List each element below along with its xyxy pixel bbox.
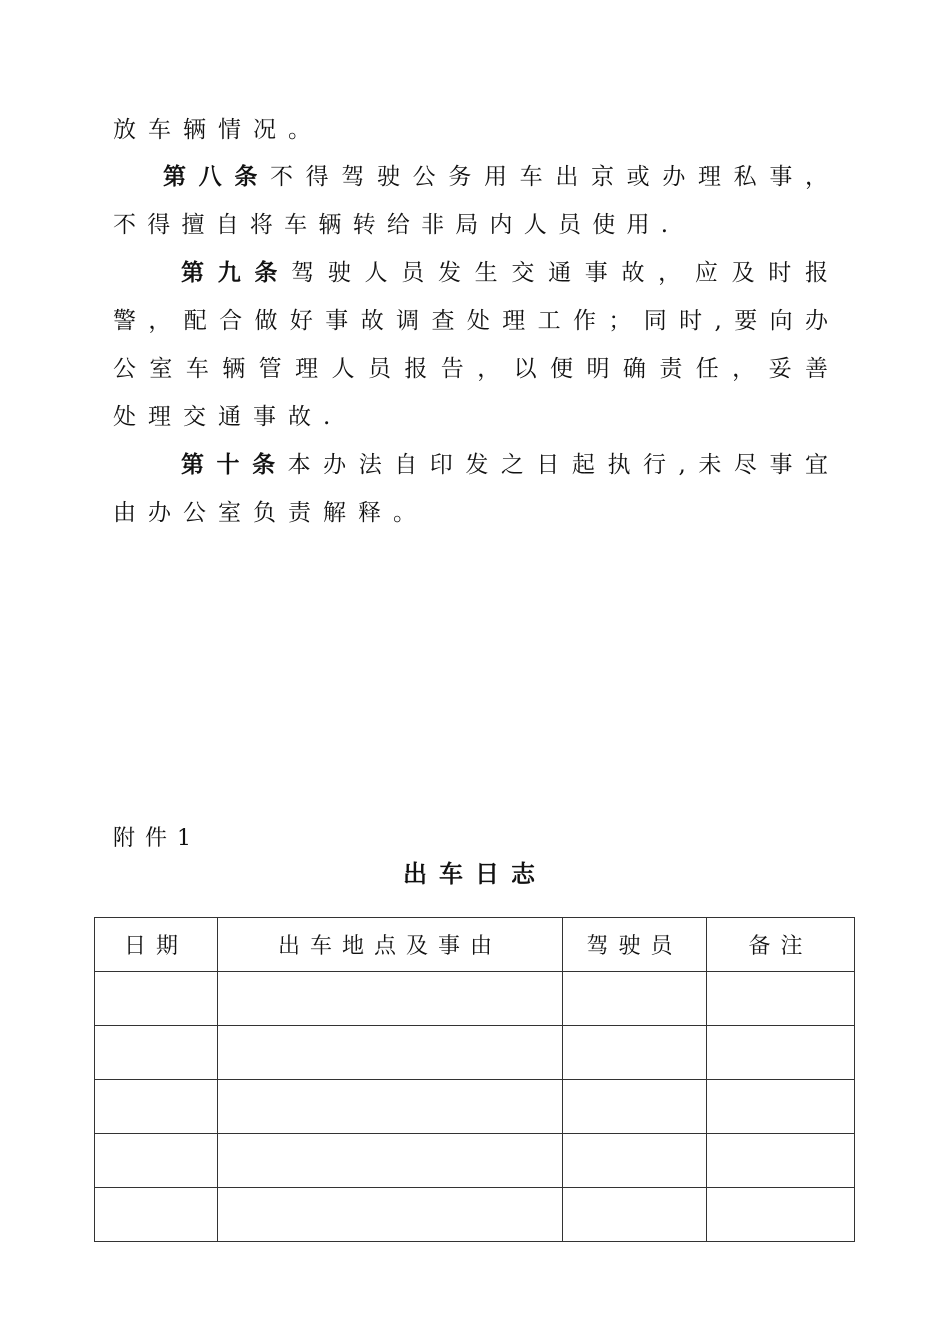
table-row — [95, 1080, 855, 1134]
article-9-line-3: 公室车辆管理人员报告，以便明确责任，妥善 — [113, 356, 828, 382]
table-cell — [218, 972, 563, 1026]
article-10-text: 本办法自印发之日起执行,未尽事宜 — [287, 452, 829, 478]
annex-label: 附件1 — [113, 826, 201, 851]
table-cell — [218, 1134, 563, 1188]
table-cell — [707, 1134, 855, 1188]
article-9-heading: 第九条 — [181, 260, 292, 286]
table-cell — [218, 1080, 563, 1134]
article-9-text: 驾驶人员发生交通事故，应及时报 — [291, 260, 829, 286]
table-cell — [218, 1188, 563, 1242]
table-row — [95, 972, 855, 1026]
article-9-line-1 — [181, 258, 828, 288]
article-10-line-1 — [181, 450, 828, 480]
table-cell — [707, 1026, 855, 1080]
table-cell — [707, 972, 855, 1026]
table-cell — [563, 1026, 707, 1080]
article-8-heading: 第八条 — [163, 164, 270, 190]
article-9-line-4: 处理交通事故. — [113, 404, 343, 430]
header-driver: 驾驶员 — [563, 918, 707, 972]
text-line: 放车辆情况。 — [113, 117, 323, 143]
table-cell — [95, 1188, 218, 1242]
table-cell — [707, 1188, 855, 1242]
header-remarks: 备注 — [707, 918, 855, 972]
table-cell — [95, 972, 218, 1026]
table-cell — [95, 1080, 218, 1134]
table-row — [95, 1026, 855, 1080]
table-cell — [95, 1026, 218, 1080]
table-cell — [563, 1080, 707, 1134]
article-9-line-2: 警，配合做好事故调查处理工作；同时,要向办 — [113, 308, 828, 334]
article-8-line-2: 不得擅自将车辆转给非局内人员使用. — [113, 212, 668, 238]
table-cell — [563, 1134, 707, 1188]
article-10-line-2: 由办公室负责解释。 — [113, 500, 428, 526]
table-row — [95, 1188, 855, 1242]
log-title: 出车日志 — [403, 859, 547, 888]
table-cell — [707, 1080, 855, 1134]
table-cell — [95, 1134, 218, 1188]
table-cell — [563, 1188, 707, 1242]
header-destination-reason: 出车地点及事由 — [218, 918, 563, 972]
article-10-heading: 第十条 — [181, 452, 288, 478]
table-row — [95, 1134, 855, 1188]
article-8-line-1 — [163, 162, 828, 192]
table-header-row — [95, 918, 855, 972]
table-cell — [218, 1026, 563, 1080]
vehicle-log-table — [94, 917, 855, 1242]
header-date: 日期 — [95, 918, 218, 972]
article-8-text: 不得驾驶公务用车出京或办理私事， — [270, 164, 828, 190]
table-cell — [563, 972, 707, 1026]
